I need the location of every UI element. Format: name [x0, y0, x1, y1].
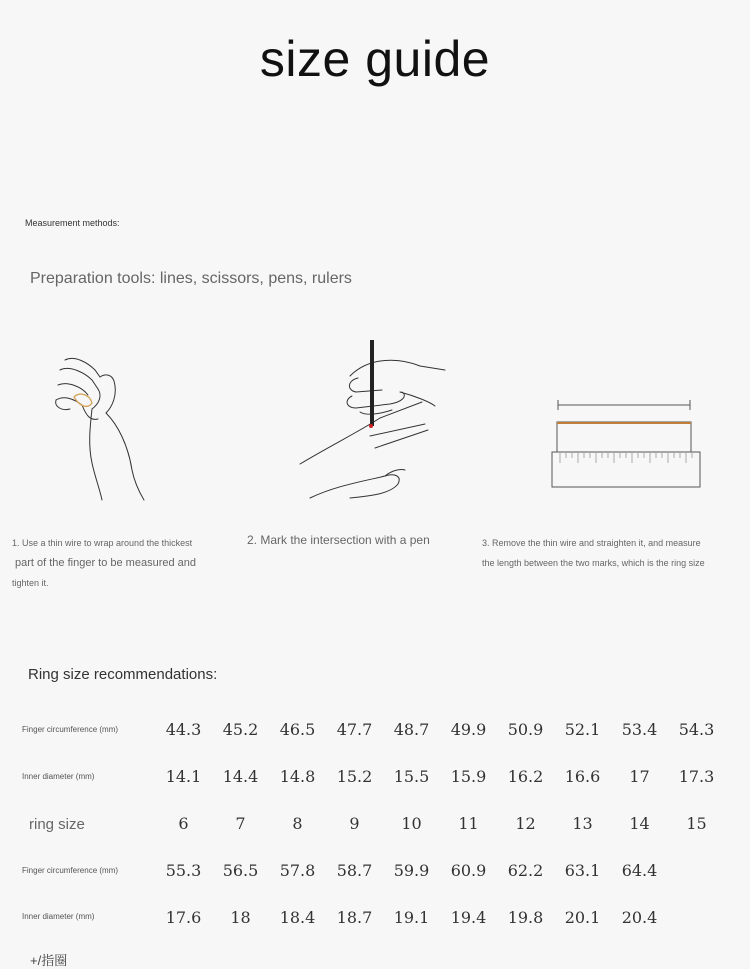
step-1-line-1: 1. Use a thin wire to wrap around the thickest — [12, 538, 193, 548]
ring-size-cell: 11 — [458, 814, 479, 833]
ring-size-cell: 9 — [349, 814, 360, 833]
step-1-text — [12, 533, 222, 593]
circumference-cell: 60.9 — [450, 861, 487, 880]
ring-size-cell: 14 — [629, 814, 650, 833]
step-2-text: 2. Mark the intersection with a pen — [247, 533, 430, 547]
circumference-cell: 50.9 — [507, 720, 544, 739]
ring-size-cell: 8 — [292, 814, 303, 833]
page-title: size guide — [259, 31, 491, 87]
ring-size-cell: 6 — [178, 814, 189, 833]
circumference-cell: 59.9 — [393, 861, 430, 880]
row-label-inner-diameter: Inner diameter (mm) — [22, 772, 95, 781]
circumference-cell: 54.3 — [678, 720, 715, 739]
ring-size-cell: 10 — [401, 814, 422, 833]
ruler-illustration — [550, 395, 705, 490]
step-3-line-1: 3. Remove the thin wire and straighten it, and measure — [482, 538, 701, 548]
inner-diameter-cell: 14.1 — [165, 767, 202, 786]
circumference-cell: 45.2 — [222, 720, 259, 739]
step-1-line-3: tighten it. — [12, 578, 49, 588]
preparation-tools-text: Preparation tools: lines, scissors, pens, rulers — [30, 270, 352, 287]
inner-diameter-cell: 15.5 — [393, 767, 430, 786]
circumference-cell: 48.7 — [393, 720, 430, 739]
circumference-cell: 64.4 — [621, 861, 658, 880]
bottom-text-fragment: +/指圈 — [30, 953, 68, 968]
inner-diameter-cell: 14.8 — [279, 767, 316, 786]
hand-wire-illustration — [40, 345, 160, 505]
step-3-line-2: the length between the two marks, which is the ring size — [482, 558, 705, 568]
row-label-ring-size: ring size — [29, 816, 85, 833]
circumference-cell: 47.7 — [336, 720, 373, 739]
inner-diameter-cell: 17.3 — [678, 767, 715, 786]
inner-diameter-cell: 16.2 — [507, 767, 544, 786]
inner-diameter-cell: 20.1 — [564, 908, 601, 927]
circumference-cell: 55.3 — [165, 861, 202, 880]
inner-diameter-cell: 19.1 — [393, 908, 430, 927]
row-label-finger-circumference-2: Finger circumference (mm) — [22, 866, 119, 875]
inner-diameter-cell: 20.4 — [621, 908, 658, 927]
row-label-finger-circumference: Finger circumference (mm) — [22, 725, 119, 734]
ring-size-cell: 13 — [572, 814, 593, 833]
circumference-cell: 63.1 — [564, 861, 601, 880]
measurement-methods-label: Measurement methods: — [25, 218, 120, 228]
inner-diameter-cell: 14.4 — [222, 767, 259, 786]
inner-diameter-cell: 19.4 — [450, 908, 487, 927]
inner-diameter-cell: 17.6 — [165, 908, 202, 927]
inner-diameter-cell: 18.7 — [336, 908, 373, 927]
inner-diameter-cell: 16.6 — [564, 767, 601, 786]
inner-diameter-cell: 18.4 — [279, 908, 316, 927]
inner-diameter-cell: 15.9 — [450, 767, 487, 786]
ring-size-cell: 12 — [515, 814, 536, 833]
circumference-cell: 56.5 — [222, 861, 259, 880]
row-label-inner-diameter-2: Inner diameter (mm) — [22, 912, 95, 921]
step-3-text — [482, 533, 737, 573]
step-1-line-2: part of the finger to be measured and — [15, 557, 197, 569]
circumference-cell: 46.5 — [279, 720, 316, 739]
circumference-cell: 44.3 — [165, 720, 202, 739]
circumference-cell: 49.9 — [450, 720, 487, 739]
circumference-cell: 52.1 — [564, 720, 601, 739]
circumference-cell: 62.2 — [507, 861, 544, 880]
circumference-cell: 58.7 — [336, 861, 373, 880]
inner-diameter-cell: 17 — [629, 767, 650, 786]
ring-size-cell: 15 — [686, 814, 707, 833]
circumference-cell: 57.8 — [279, 861, 316, 880]
inner-diameter-cell: 18 — [230, 908, 251, 927]
circumference-cell: 53.4 — [621, 720, 658, 739]
pen-mark-illustration — [290, 336, 455, 506]
ring-size-cell: 7 — [235, 814, 246, 833]
inner-diameter-cell: 15.2 — [336, 767, 373, 786]
inner-diameter-cell: 19.8 — [507, 908, 544, 927]
ring-size-recommendations-title: Ring size recommendations: — [28, 666, 218, 683]
